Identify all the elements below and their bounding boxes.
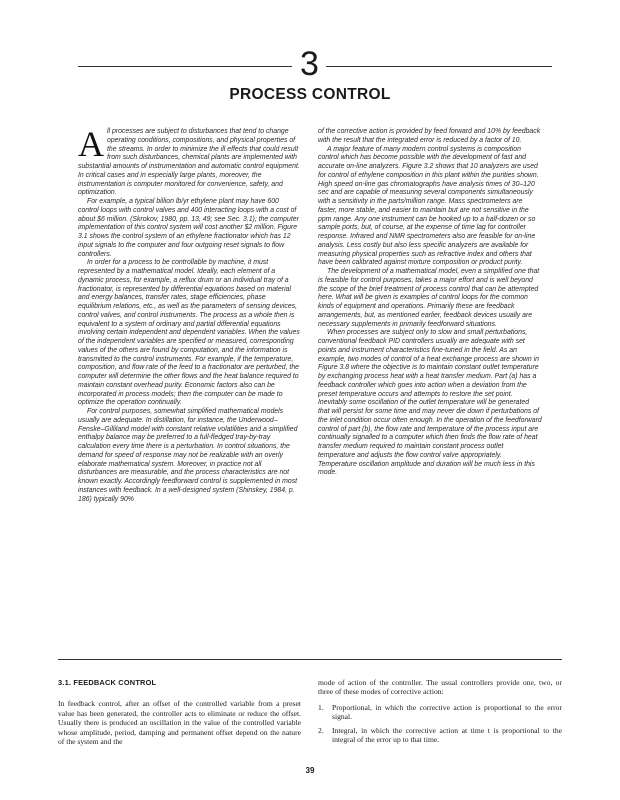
intro-paragraph-3: In order for a process to be controllable by machine, it must represented by a mathematical model. Ideally, each element of a dynamic process, for example, a reflux drum or an individual tray of a fractionator, is represented by differential equations based on material and energy balances, transfer rates, stage efficiencies, phase equilibrium relations, etc., as well as the parameters of sensing devices, control valves, and control instruments. The process as a whole then is equivalent to a system of ordinary and partial differential equations involving certain independent and dependent variables. When the values of the independent variables are specified or measured, corresponding values of the others are found by computation, and the information is transmitted to the control instruments. For example, if the temperature, composition, and flow rate of the feed to a fractionator are perturbed, the computer will determine the other flows and the heat balance required to maintain constant overhead purity. Economic factors also can be incorporated in process models; then the computer can be made to optimize the operation continually. [78,259,300,407]
section-divider [58,659,562,660]
chapter-number: 3 [300,45,318,83]
intro-right-paragraph-4: When processes are subject only to slow and small perturbations, conventional feedback PID controllers usually are adequate with set points and instrument characteristics fine-tuned in the field. As an example, two modes of control of a heat exchange process are shown in Figure 3.8 where the objective is to maintain constant outlet temperature by exchanging process heat with a heat transfer medium. Part (a) has a feedback controller which goes into action when a deviation from the preset temperature occurs and attempts to restore the set point. Inevitably some oscillation of the outlet temperature will be generated that will persist for some time and may never die down if perturbations of the inlet condition occur often enough. In the operation of the feedforward control of part (b), the flow rate and temperature of the process input are continually signalled to a computer which then finds the flow rate of heat transfer medium required to maintain constant process outlet temperature and adjusts the flow control valve appropriately. Temperature oscillation amplitude and duration will be much less in this mode. [318,329,542,477]
intro-right-column [318,128,542,478]
list-item [318,726,562,745]
chapter-title: PROCESS CONTROL [229,86,391,103]
list-item-number: 1. [318,702,324,712]
chapter-rule-left [78,66,292,67]
intro-paragraph-1 [78,124,300,198]
section-left-column [58,678,301,746]
list-item [318,703,562,722]
intro-paragraph-1-text: ll processes are subject to disturbances that tend to change operating conditions, compositions, and physical properties of the streams. In order to minimize the ill effects that could result from such disturbances, chemical plants are implemented with substantial amounts of instrumentation and automatic control equipment. In critical cases and in especially large plants, moreover, the instrumentation is computer monitored for convenience, safety, and optimization. [78,128,300,197]
controller-modes-list [318,703,562,745]
section-paragraph-1: In feedback control, after an offset of the controlled variable from a preset value has been generated, the controller acts to eliminate or reduce the offset. Usually there is produced an oscillation in the value of the controlled variable whose amplitude, period, damping and permanent offset depend on the nature of the system and the [58,699,301,747]
chapter-rule-right [326,66,552,67]
list-item-number: 2. [318,725,324,735]
list-item-text: Integral, in which the corrective action at time t is proportional to the integral of the error up to that time. [332,725,562,745]
list-item-text: Proportional, in which the corrective action is proportional to the error signal. [332,702,562,722]
intro-left-column [78,124,300,504]
section-right-column [318,678,562,748]
intro-right-paragraph-2: A major feature of many modern control systems is composition control which has become possible with the development of fast and accurate on-line analyzers. Figure 3.2 shows that 10 analyzers are used for control of ethylene composition in this plant within the purities shown. High speed on-line gas chromatographs have analysis times of 30–120 sec and are capable of measuring several components simultaneously with a sensitivity in the parts/million range. Mass spectrometers are faster, more stable, and easier to maintain but are not sensitive in the ppm range. Any one instrument can be hooked up to a half-dozen or so sample ports, but, of course, at the expense of time lag for controller response. Infrared and NMR spectrometers also are feasible for on-line analysis. Less costly but also less specific analyzers are available for measuring physical properties such as refractive index and others that have been calibrated against mixture composition or product purity. [318,145,539,267]
section-paragraph-2: mode of action of the controller. The usual controllers provide one, two, or three of these modes of corrective action: [318,678,562,697]
intro-paragraph-4: For control purposes, somewhat simplified mathematical models usually are adequate. In distillation, for instance, the Underwood–Fenske–Gilliland model with constant relative volatilities and a simplified enthalpy balance may be preferred to a full-fledged tray-by-tray calculation every time there is a perturbation. In control situations, the demand for speed of response may not be realizable with an overly elaborate mathematical system. Moreover, in practice not all disturbances are measurable, and the process characteristics are not known exactly. Accordingly feedforward control is supplemented in most instances with feedback. In a well-designed system (Shinskey, 1984, p. 186) typically 90% [78,408,298,503]
drop-cap: A [78,124,104,164]
intro-right-paragraph-3: The development of a mathematical model, even a simplified one that is feasible for control purposes, takes a major effort and is well beyond the scope of the brief treatment of process control that can be attempted here. What will be given is examples of control loops for the common kinds of equipment and operations. Primarily these are feedback arrangements, but, as mentioned earlier, feedback devices usually are necessary supplements in primarily feedforward situations. [318,268,540,328]
intro-paragraph-2: For example, a typical billion lb/yr ethylene plant may have 600 control loops with control valves and 400 interacting loops with a cost of about $6 million. (Skrokov, 1980, pp. 13, 49; see Sec. 3.1); the computer implementation of this control system will cost another $2 million. Figure 3.1 shows the control system of an ethylene fractionator which has 12 input signals to the computer and four outgoing reset signals to flow controllers. [78,198,299,258]
section-heading: 3.1. FEEDBACK CONTROL [58,678,157,687]
intro-right-paragraph-1: of the corrective action is provided by feed forward and 10% by feedback with the result that the integrated error is reduced by a factor of 10. [318,128,541,144]
page-number: 39 [305,766,315,775]
